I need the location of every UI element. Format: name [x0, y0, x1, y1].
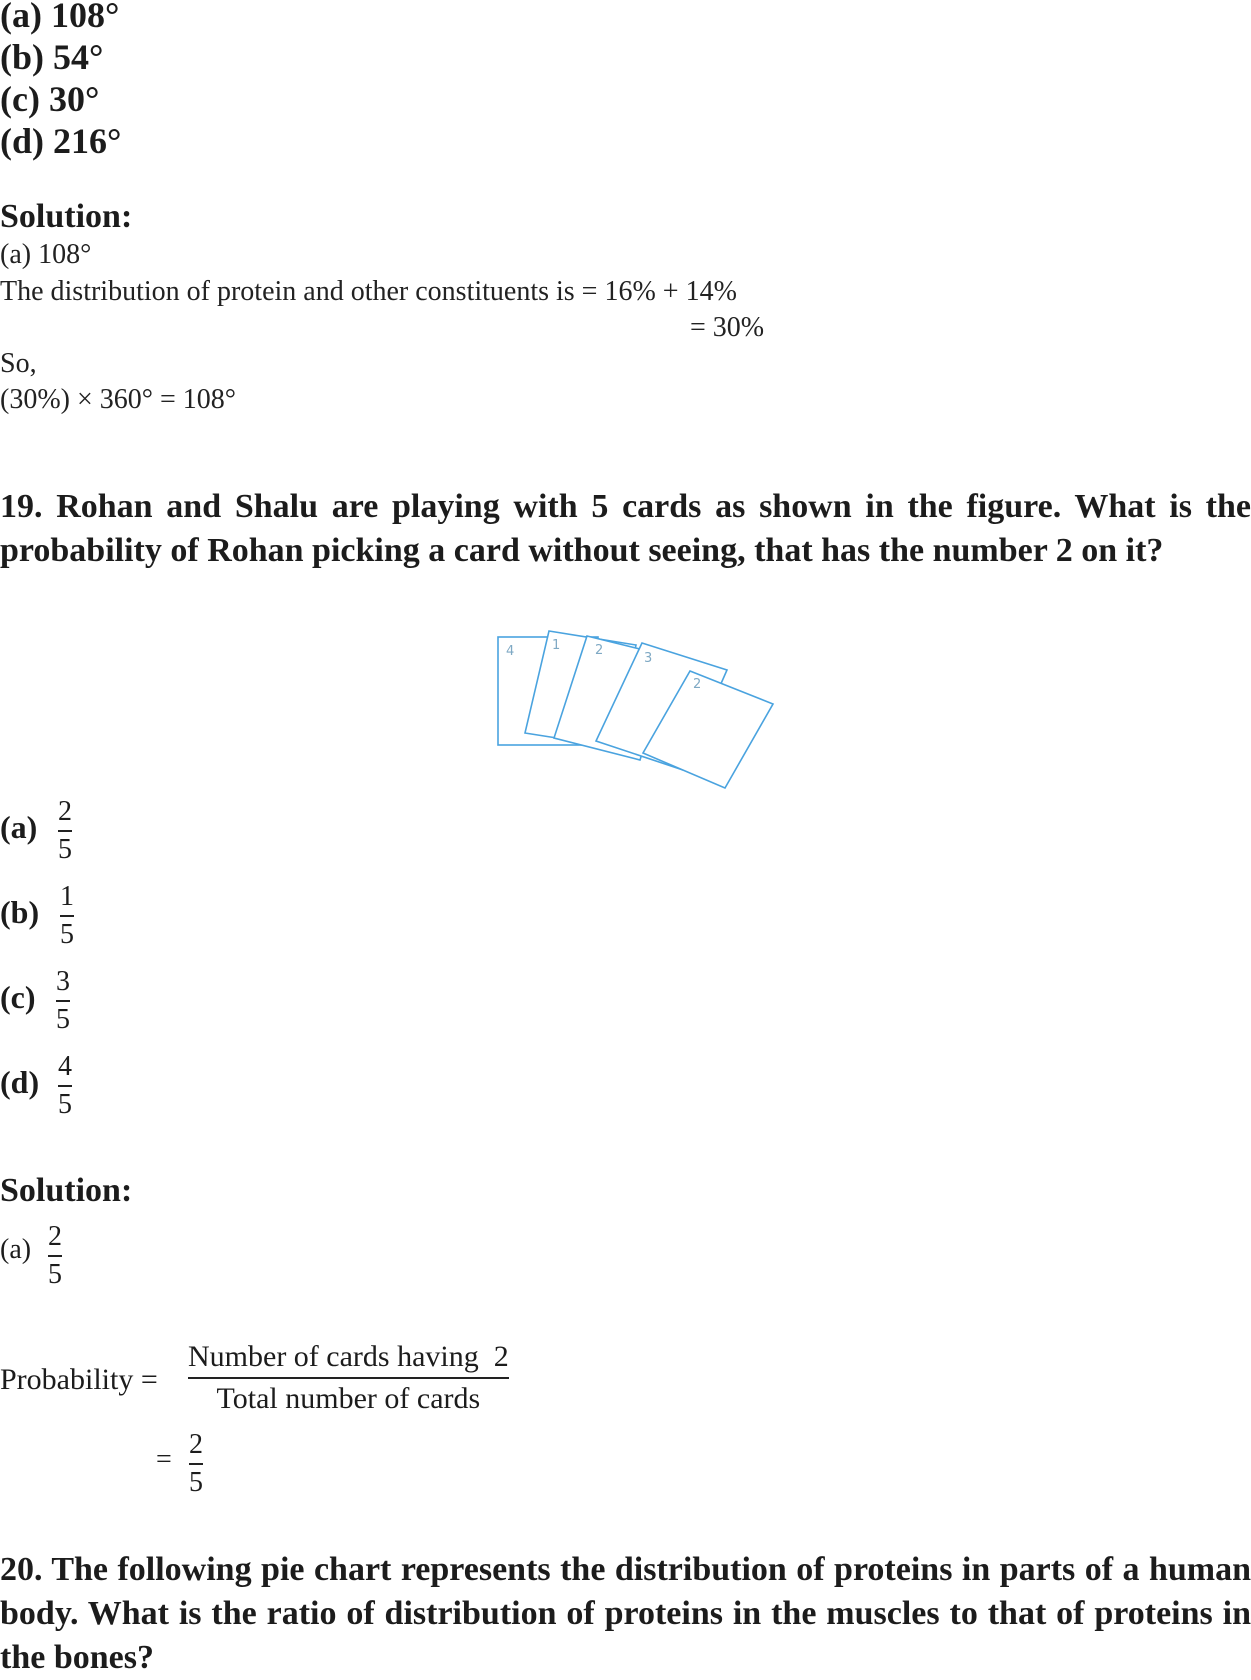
option-value: 108°: [50, 0, 120, 35]
q18-solution-answer: (a) 108°: [0, 239, 92, 270]
numerator: 2: [48, 1221, 62, 1252]
denominator: 5: [48, 1259, 62, 1290]
denominator: 5: [60, 919, 74, 950]
denominator: 5: [58, 1089, 72, 1120]
card-number: 4: [506, 644, 515, 659]
option-fraction: [58, 797, 72, 865]
option-fraction: [56, 967, 70, 1035]
q20-question: 20. The following pie chart represents the distribution of proteins in parts of a human body. What is the ratio of distribution of proteins in the muscles to that of proteins in the bones?: [0, 1551, 1251, 1676]
fraction-bar: [48, 1255, 62, 1257]
option-label: (a): [0, 809, 38, 845]
fraction-bar: [188, 1377, 509, 1379]
cards-illustration-icon: [490, 625, 780, 795]
q18-option-b: [0, 36, 103, 78]
fraction-bar: [56, 1000, 70, 1002]
option-value: 54°: [53, 37, 104, 77]
option-fraction: [58, 1052, 72, 1120]
numerator: 3: [56, 966, 70, 997]
denominator: 5: [58, 834, 72, 865]
fraction-bar: [58, 830, 72, 832]
option-label: (b): [0, 894, 40, 930]
option-fraction: [60, 882, 74, 950]
answer-label: (a): [0, 1234, 32, 1265]
equals-sign: =: [156, 1444, 172, 1475]
q18-option-a: [0, 0, 119, 36]
option-label: (d): [0, 1064, 40, 1100]
option-label: (a): [0, 0, 42, 35]
q18-solution-line1: The distribution of protein and other constituents is = 16% + 14%: [0, 276, 737, 307]
option-value: 30°: [48, 79, 100, 119]
option-label: (b): [0, 37, 44, 77]
q19-question: 19. Rohan and Shalu are playing with 5 cards as shown in the figure. What is the probability of Rohan picking a card without seeing, that has the number 2 on it?: [0, 488, 1251, 569]
fraction-bar: [60, 915, 74, 917]
denominator: 5: [56, 1004, 70, 1035]
probability-fraction: [188, 1340, 509, 1416]
numerator: 2: [189, 1429, 203, 1460]
card-number: 2: [693, 677, 702, 692]
card-number: 3: [644, 651, 653, 666]
denominator: 5: [189, 1467, 203, 1498]
numerator: 2: [58, 796, 72, 827]
numerator: Number of cards having 2: [188, 1340, 509, 1373]
option-label: (c): [0, 79, 40, 119]
fraction-bar: [189, 1463, 203, 1465]
numerator: 4: [58, 1051, 72, 1082]
q18-solution-line3: So,: [0, 348, 37, 379]
q18-option-d: [0, 120, 121, 162]
denominator: Total number of cards: [216, 1382, 481, 1415]
option-value: 216°: [53, 121, 122, 161]
card-number: 2: [595, 643, 604, 658]
numerator: 1: [60, 881, 74, 912]
option-label: (c): [0, 979, 36, 1015]
fraction-bar: [58, 1085, 72, 1087]
q19-solution-heading: Solution:: [0, 1172, 133, 1209]
q18-option-c: [0, 78, 99, 120]
q18-solution-line4: (30%) × 360° = 108°: [0, 384, 236, 415]
q18-solution-heading: Solution:: [0, 198, 133, 235]
cards-figure: [490, 625, 780, 795]
answer-fraction: [48, 1222, 62, 1290]
q18-solution-line2: = 30%: [690, 312, 765, 343]
option-label: (d): [0, 121, 44, 161]
card-number: 1: [552, 638, 561, 653]
probability-label: Probability =: [0, 1363, 158, 1396]
result-fraction: [189, 1430, 203, 1498]
